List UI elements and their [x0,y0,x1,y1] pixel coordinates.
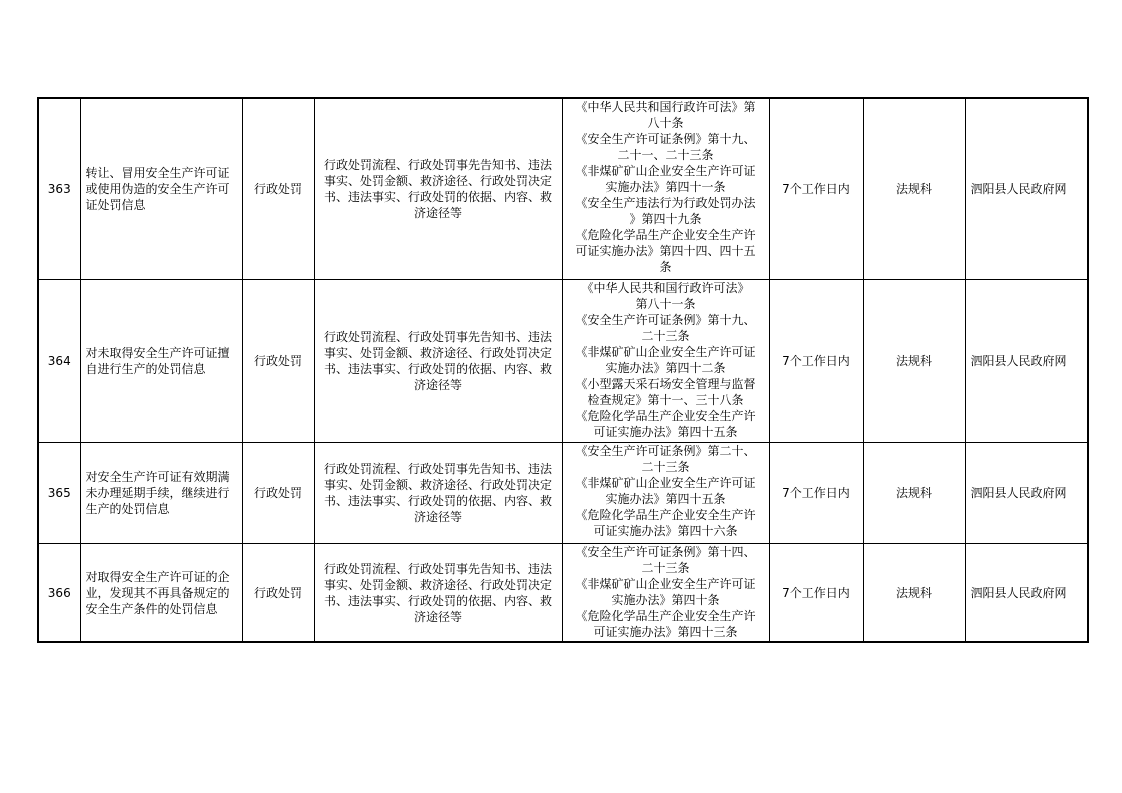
basis-line: 可证实施办法》第四十四、四十五 [575,244,756,258]
disclosure-content: 行政处罚流程、行政处罚事先告知书、违法事实、处罚金额、救济途径、行政处罚决定书、违法事实、行政处罚的依据、内容、救济途径等 [314,443,562,544]
responsible-dept: 法规科 [863,98,965,280]
publish-channel: 泗阳县人民政府网 [965,280,1088,443]
row-number: 365 [38,443,80,544]
legal-basis [562,443,769,544]
row-number: 364 [38,280,80,443]
time-limit: 7个工作日内 [769,280,863,443]
basis-line: 《安全生产许可证条例》第二十、 [575,444,756,458]
row-number: 366 [38,544,80,643]
basis-line: 实施办法》第四十条 [611,593,720,607]
responsible-dept: 法规科 [863,280,965,443]
basis-line: 《中华人民共和国行政许可法》 [581,281,750,295]
basis-line: 《非煤矿矿山企业安全生产许可证 [575,164,756,178]
basis-line: 可证实施办法》第四十三条 [593,625,738,639]
legal-basis [562,544,769,643]
basis-line: 《危险化学品生产企业安全生产许 [575,409,756,423]
basis-line: 《中华人民共和国行政许可法》第 [575,100,756,114]
item-name: 对取得安全生产许可证的企业，发现其不再具备规定的安全生产条件的处罚信息 [80,544,242,643]
basis-line: 《安全生产许可证条例》第十九、 [575,313,756,327]
item-type: 行政处罚 [242,280,314,443]
time-limit: 7个工作日内 [769,98,863,280]
basis-line: 《危险化学品生产企业安全生产许 [575,228,756,242]
item-type: 行政处罚 [242,443,314,544]
basis-line: 二十三条 [641,329,690,343]
basis-line: 可证实施办法》第四十六条 [593,524,738,538]
basis-line: 二十三条 [641,460,690,474]
basis-line: 《非煤矿矿山企业安全生产许可证 [575,476,756,490]
legal-basis [562,280,769,443]
basis-line: 《危险化学品生产企业安全生产许 [575,508,756,522]
table-row [38,544,1088,643]
publish-channel: 泗阳县人民政府网 [965,98,1088,280]
disclosure-content: 行政处罚流程、行政处罚事先告知书、违法事实、处罚金额、救济途径、行政处罚决定书、违法事实、行政处罚的依据、内容、救济途径等 [314,544,562,643]
basis-line: 《安全生产许可证条例》第十九、 [575,132,756,146]
basis-line: 二十三条 [641,561,690,575]
basis-line: 可证实施办法》第四十五条 [593,425,738,439]
disclosure-content: 行政处罚流程、行政处罚事先告知书、违法事实、处罚金额、救济途径、行政处罚决定书、违法事实、行政处罚的依据、内容、救济途径等 [314,98,562,280]
time-limit: 7个工作日内 [769,443,863,544]
basis-line: 《安全生产违法行为行政处罚办法 [575,196,756,210]
basis-line: 《非煤矿矿山企业安全生产许可证 [575,577,756,591]
responsible-dept: 法规科 [863,544,965,643]
publish-channel: 泗阳县人民政府网 [965,544,1088,643]
basis-line: 《危险化学品生产企业安全生产许 [575,609,756,623]
disclosure-content: 行政处罚流程、行政处罚事先告知书、违法事实、处罚金额、救济途径、行政处罚决定书、违法事实、行政处罚的依据、内容、救济途径等 [314,280,562,443]
table-row [38,280,1088,443]
item-name: 对安全生产许可证有效期满未办理延期手续，继续进行生产的处罚信息 [80,443,242,544]
item-name: 对未取得安全生产许可证擅自进行生产的处罚信息 [80,280,242,443]
row-number: 363 [38,98,80,280]
disclosure-table [37,97,1089,643]
basis-line: 《小型露天采石场安全管理与监督 [575,377,756,391]
publish-channel: 泗阳县人民政府网 [965,443,1088,544]
basis-line: 检查规定》第十一、三十八条 [587,393,744,407]
basis-line: 实施办法》第四十五条 [605,492,726,506]
item-type: 行政处罚 [242,544,314,643]
basis-line: 《安全生产许可证条例》第十四、 [575,545,756,559]
item-type: 行政处罚 [242,98,314,280]
table-row [38,98,1088,280]
basis-line: 实施办法》第四十一条 [605,180,726,194]
basis-line: 《非煤矿矿山企业安全生产许可证 [575,345,756,359]
basis-line: 第八十一条 [635,297,696,311]
item-name: 转让、冒用安全生产许可证或使用伪造的安全生产许可证处罚信息 [80,98,242,280]
responsible-dept: 法规科 [863,443,965,544]
basis-line: 实施办法》第四十二条 [605,361,726,375]
basis-line: 条 [659,260,672,274]
basis-line: 二十一、二十三条 [617,148,714,162]
time-limit: 7个工作日内 [769,544,863,643]
legal-basis [562,98,769,280]
table-row [38,443,1088,544]
basis-line: 八十条 [647,116,684,130]
basis-line: 》第四十九条 [629,212,702,226]
